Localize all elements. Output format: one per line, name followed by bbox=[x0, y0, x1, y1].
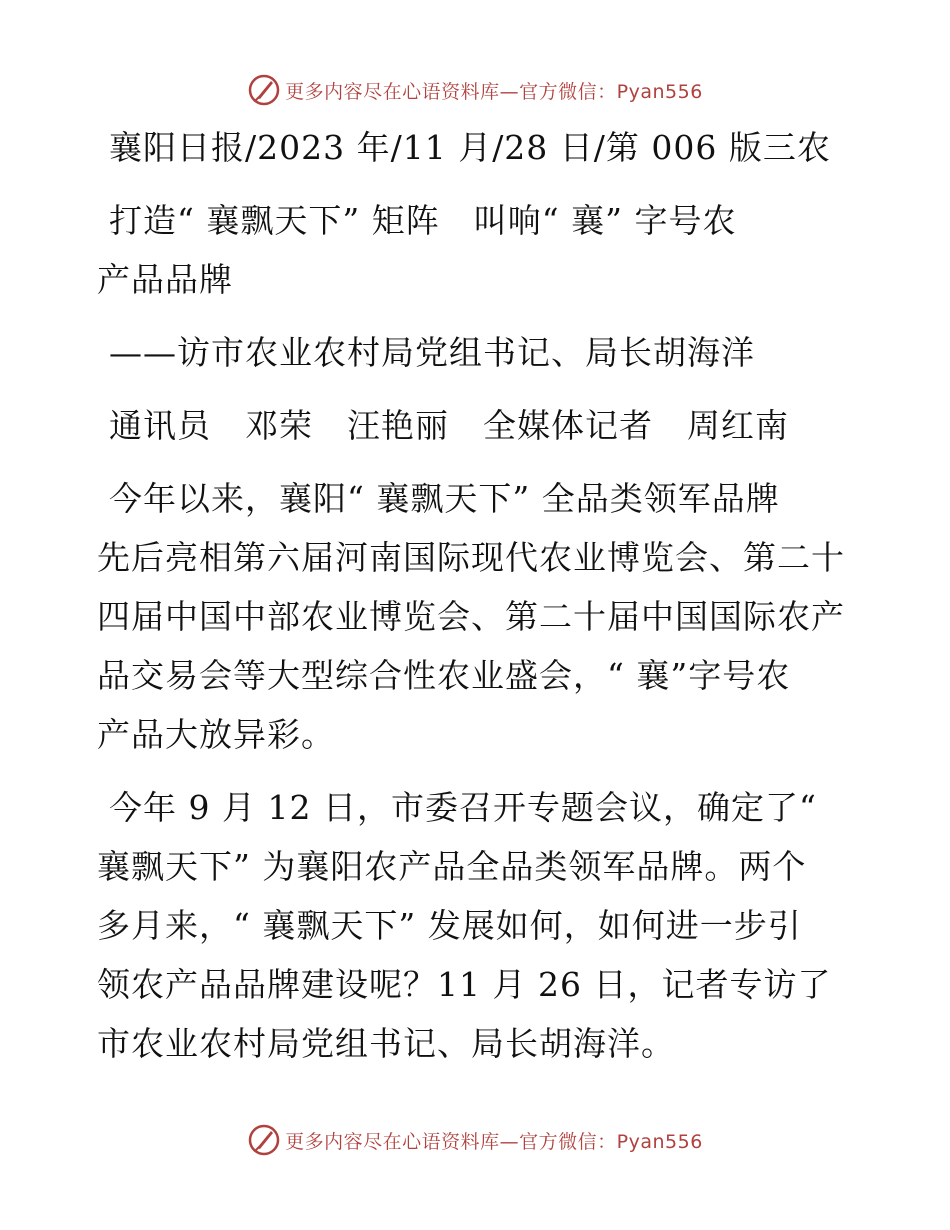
banner-text: 更多内容尽在心语资料库—官方微信：Pyan556 bbox=[285, 80, 703, 103]
article-subtitle: ——访市农业农村局党组书记、局长胡海洋 bbox=[109, 333, 755, 372]
paragraph-2 bbox=[97, 778, 857, 1073]
paragraph-line: 今年 9 月 12 日，市委召开专题会议，确定了“ bbox=[109, 788, 817, 827]
paragraph-line: 今年以来，襄阳“ 襄飘天下” 全品类领军品牌 bbox=[109, 479, 780, 518]
paragraph-line: 产品大放异彩。 bbox=[97, 715, 335, 754]
publication-header: 襄阳日报/2023 年/11 月/28 日/第 006 版三农 bbox=[109, 128, 831, 167]
bottom-banner bbox=[0, 1120, 950, 1160]
banner-text: 更多内容尽在心语资料库—官方微信：Pyan556 bbox=[285, 1130, 703, 1153]
paragraph-line: 多月来，“ 襄飘天下” 发展如何，如何进一步引 bbox=[97, 906, 802, 945]
article-title-line-1: 打造“ 襄飘天下” 矩阵 叫响“ 襄” 字号农 bbox=[109, 201, 737, 240]
paragraph-line: 市农业农村局党组书记、局长胡海洋。 bbox=[97, 1024, 675, 1063]
paragraph-1 bbox=[97, 469, 857, 764]
quill-logo-icon bbox=[247, 73, 281, 107]
paragraph-line: 先后亮相第六届河南国际现代农业博览会、第二十 bbox=[97, 538, 845, 577]
paragraph-line: 领农产品品牌建设呢？11 月 26 日，记者专访了 bbox=[97, 965, 832, 1004]
quill-logo-icon bbox=[247, 1123, 281, 1157]
paragraph-line: 品交易会等大型综合性农业盛会，“ 襄”字号农 bbox=[97, 656, 791, 695]
paragraph-line: 襄飘天下” 为襄阳农产品全品类领军品牌。两个 bbox=[97, 847, 807, 886]
article-byline: 通讯员 邓荣 汪艳丽 全媒体记者 周红南 bbox=[109, 406, 789, 445]
paragraph-line: 四届中国中部农业博览会、第二十届中国国际农产 bbox=[97, 597, 845, 636]
article bbox=[97, 118, 857, 1073]
top-banner bbox=[0, 70, 950, 110]
article-title-line-2: 产品品牌 bbox=[97, 260, 233, 299]
